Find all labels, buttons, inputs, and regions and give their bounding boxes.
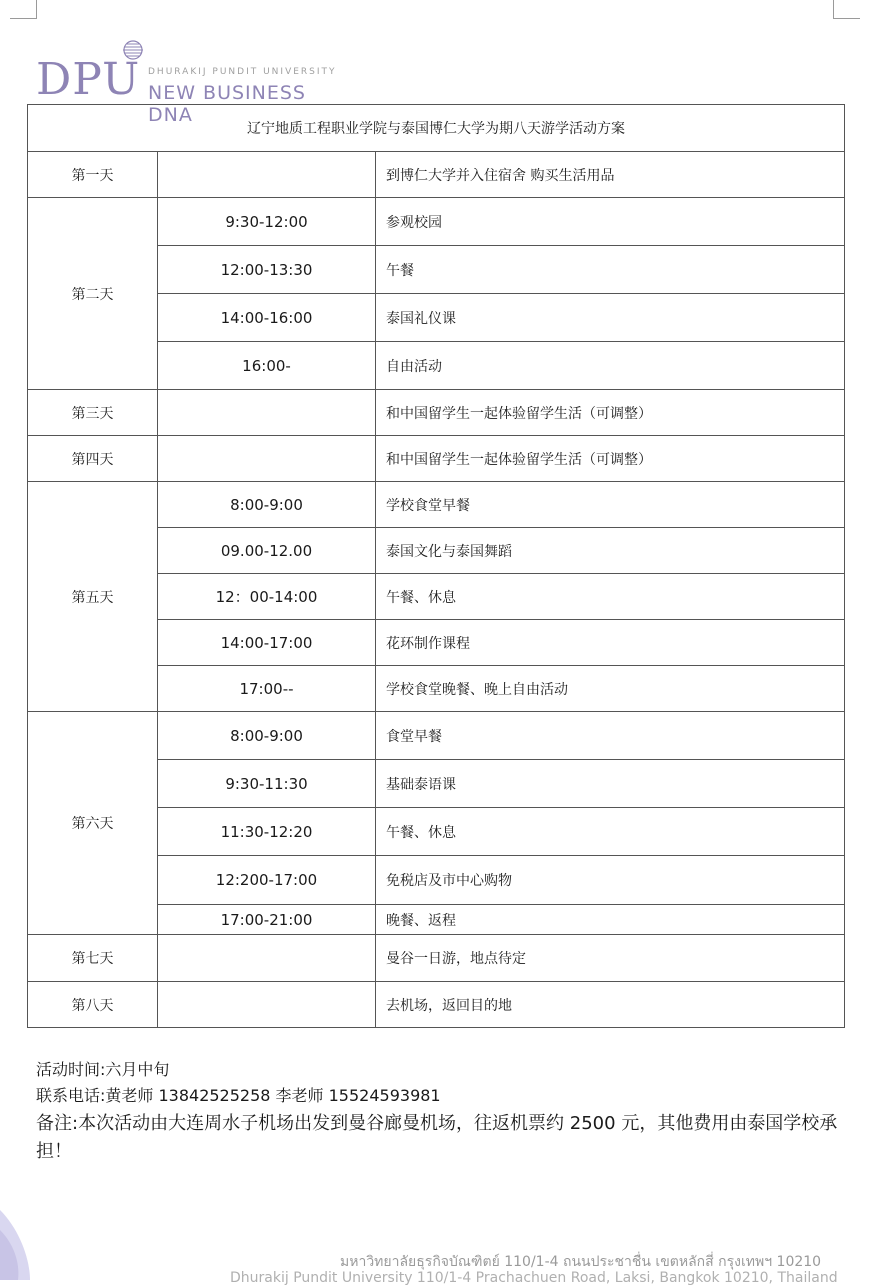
table-row <box>28 935 845 982</box>
activity-cell: 午餐、休息 <box>376 574 845 620</box>
time-cell: 9:30-11:30 <box>158 760 376 808</box>
activity-cell: 泰国礼仪课 <box>376 294 845 342</box>
time-cell: 8:00-9:00 <box>158 712 376 760</box>
activity-cell: 基础泰语课 <box>376 760 845 808</box>
day-cell: 第八天 <box>28 982 158 1028</box>
time-cell <box>158 436 376 482</box>
dpu-logo <box>36 40 356 126</box>
crop-mark-top-left <box>10 0 37 19</box>
activity-cell: 到博仁大学并入住宿舍 购买生活用品 <box>376 152 845 198</box>
time-cell <box>158 152 376 198</box>
activity-cell: 曼谷一日游，地点待定 <box>376 935 845 982</box>
activity-cell: 自由活动 <box>376 342 845 390</box>
table-row <box>28 712 845 760</box>
time-cell: 12:200-17:00 <box>158 856 376 905</box>
activity-cell: 学校食堂早餐 <box>376 482 845 528</box>
time-cell: 17:00-21:00 <box>158 905 376 935</box>
time-cell: 16:00- <box>158 342 376 390</box>
itinerary-table <box>27 104 845 1028</box>
time-cell: 09.00-12.00 <box>158 528 376 574</box>
activity-cell: 和中国留学生一起体验留学生活（可调整） <box>376 436 845 482</box>
footer-address-english: Dhurakij Pundit University 110/1-4 Prachachuen Road, Laksi, Bangkok 10210, Thailand <box>230 1270 838 1286</box>
table-row <box>28 482 845 528</box>
logo-university-name: DHURAKIJ PUNDIT UNIVERSITY <box>148 67 337 77</box>
time-cell <box>158 982 376 1028</box>
time-cell: 14:00-17:00 <box>158 620 376 666</box>
table-row <box>28 390 845 436</box>
time-cell <box>158 390 376 436</box>
activity-cell: 泰国文化与泰国舞蹈 <box>376 528 845 574</box>
table-row <box>28 982 845 1028</box>
table-title: 辽宁地质工程职业学院与泰国博仁大学为期八天游学活动方案 <box>28 105 845 152</box>
table-row <box>28 436 845 482</box>
logo-mark: DPU <box>36 54 141 105</box>
activity-cell: 午餐、休息 <box>376 808 845 856</box>
activity-cell: 花环制作课程 <box>376 620 845 666</box>
activity-cell: 午餐 <box>376 246 845 294</box>
table-title-row <box>28 105 845 152</box>
activity-cell: 学校食堂晚餐、晚上自由活动 <box>376 666 845 712</box>
decorative-swoosh <box>0 1200 120 1280</box>
activity-cell: 去机场，返回目的地 <box>376 982 845 1028</box>
day-cell: 第二天 <box>28 198 158 390</box>
crop-mark-top-right <box>833 0 860 19</box>
time-cell: 12:00-13:30 <box>158 246 376 294</box>
activity-cell: 晚餐、返程 <box>376 905 845 935</box>
day-cell: 第六天 <box>28 712 158 935</box>
time-cell: 9:30-12:00 <box>158 198 376 246</box>
activity-cell: 食堂早餐 <box>376 712 845 760</box>
contact-phones: 联系电话:黄老师 13842525258 李老师 15524593981 <box>36 1086 441 1105</box>
remark-text: 备注:本次活动由大连周水子机场出发到曼谷廊曼机场，往返机票约 2500 元，其他费用由泰国学校承担！ <box>36 1113 838 1162</box>
day-cell: 第四天 <box>28 436 158 482</box>
time-cell: 8:00-9:00 <box>158 482 376 528</box>
table-row <box>28 198 845 246</box>
notes-section <box>36 1057 846 1166</box>
time-cell: 14:00-16:00 <box>158 294 376 342</box>
logo-tagline: NEW BUSINESS DNA <box>148 82 306 126</box>
table-row <box>28 152 845 198</box>
day-cell: 第五天 <box>28 482 158 712</box>
activity-cell: 免税店及市中心购物 <box>376 856 845 905</box>
day-cell: 第三天 <box>28 390 158 436</box>
time-cell <box>158 935 376 982</box>
day-cell: 第七天 <box>28 935 158 982</box>
day-cell: 第一天 <box>28 152 158 198</box>
time-cell: 17:00-- <box>158 666 376 712</box>
activity-cell: 参观校园 <box>376 198 845 246</box>
time-cell: 12：00-14:00 <box>158 574 376 620</box>
activity-period: 活动时间:六月中旬 <box>36 1060 170 1079</box>
footer-address-thai: มหาวิทยาลัยธุรกิจบัณฑิตย์ 110/1-4 ถนนประชาชื่น เขตหลักสี่ กรุงเทพฯ 10210 <box>340 1254 822 1270</box>
time-cell: 11:30-12:20 <box>158 808 376 856</box>
activity-cell: 和中国留学生一起体验留学生活（可调整） <box>376 390 845 436</box>
